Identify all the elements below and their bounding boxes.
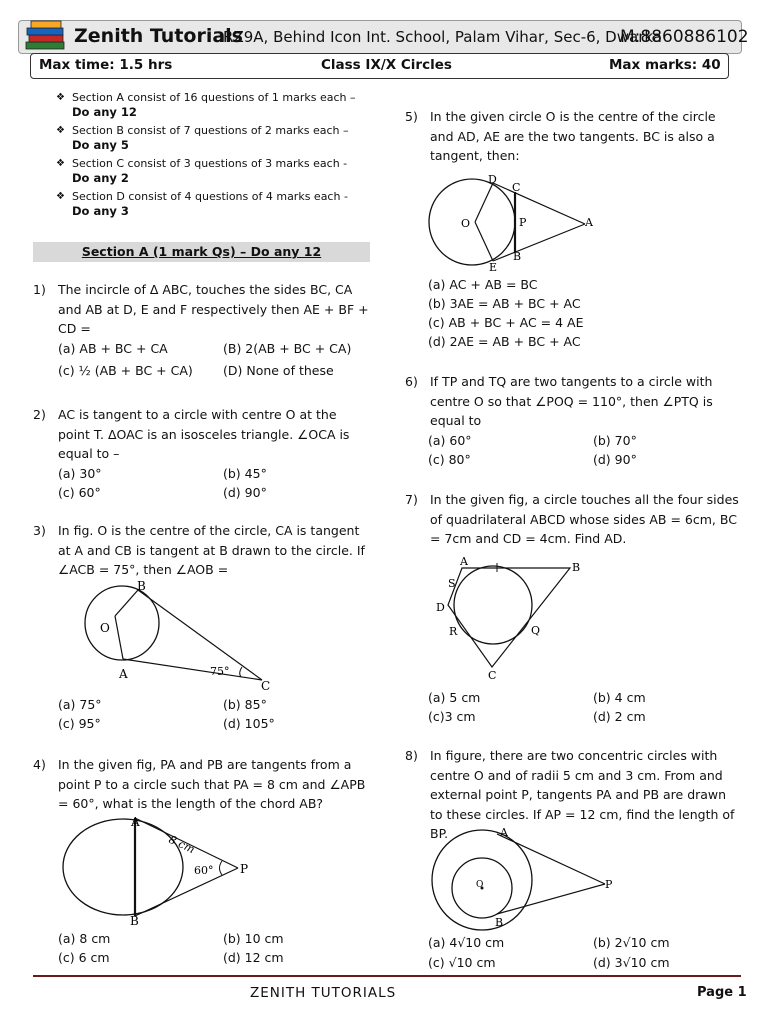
section-a-heading: Section A (1 mark Qs) – Do any 12 xyxy=(33,242,370,262)
option-a[interactable]: (a) AB + BC + CA xyxy=(58,341,168,356)
option-b[interactable]: (b) 10 cm xyxy=(223,931,284,946)
list-item: ❖ Section A consist of 16 questions of 1 marks each – Do any 12 xyxy=(56,91,356,119)
bullet-icon: ❖ xyxy=(56,191,65,202)
page-number: Page 1 xyxy=(697,985,747,1000)
option-a[interactable]: (a) 75° xyxy=(58,697,102,712)
svg-text:B: B xyxy=(130,914,139,927)
option-d[interactable]: (d) 105° xyxy=(223,716,275,731)
instructions-list xyxy=(56,90,376,222)
svg-text:A: A xyxy=(460,555,468,568)
class-topic: Class IX/X Circles xyxy=(321,57,452,73)
svg-text:P: P xyxy=(240,862,249,876)
svg-text:D: D xyxy=(436,601,445,614)
svg-text:R: R xyxy=(449,625,458,638)
option-b[interactable]: (B) 2(AB + BC + CA) xyxy=(223,341,352,356)
option-c[interactable]: (c) AB + BC + AC = 4 AE xyxy=(428,315,584,330)
figure-q7 xyxy=(430,555,590,683)
exam-info-bar xyxy=(30,53,729,79)
svg-text:E: E xyxy=(489,261,498,274)
option-c[interactable]: (c) 95° xyxy=(58,716,101,731)
svg-text:C: C xyxy=(512,181,521,194)
footer-divider xyxy=(33,975,741,977)
figure-q3 xyxy=(60,578,290,693)
option-d[interactable]: (d) 90° xyxy=(593,452,637,467)
bullet-icon: ❖ xyxy=(56,92,65,103)
svg-text:O: O xyxy=(100,621,110,635)
figure-q4 xyxy=(60,812,260,927)
svg-text:A: A xyxy=(119,667,128,681)
list-item: ❖ Section C consist of 3 questions of 3 marks each - Do any 2 xyxy=(56,157,348,185)
option-b[interactable]: (b) 85° xyxy=(223,697,267,712)
svg-text:C: C xyxy=(488,669,497,682)
option-a[interactable]: (a) 30° xyxy=(58,466,102,481)
institute-address: :RZ9A, Behind Icon Int. School, Palam Vihar, Sec-6, Dwarka xyxy=(218,28,662,46)
option-b[interactable]: (b) 70° xyxy=(593,433,637,448)
svg-text:8 cm: 8 cm xyxy=(166,832,197,857)
svg-text:O: O xyxy=(476,880,484,890)
figure-q8 xyxy=(425,826,625,931)
option-a[interactable]: (a) AC + AB = BC xyxy=(428,277,538,292)
max-marks: Max marks: 40 xyxy=(609,57,721,73)
option-d[interactable]: (d) 12 cm xyxy=(223,950,284,965)
svg-text:A: A xyxy=(131,815,140,829)
institute-mobile: M:8860886102 xyxy=(620,27,749,47)
svg-text:B: B xyxy=(572,561,581,574)
option-d[interactable]: (d) 90° xyxy=(223,485,267,500)
svg-text:P: P xyxy=(519,216,527,229)
svg-text:B: B xyxy=(495,916,504,929)
list-item: ❖ Section B consist of 7 questions of 2 marks each – Do any 5 xyxy=(56,124,349,152)
bullet-icon: ❖ xyxy=(56,158,65,169)
svg-text:B: B xyxy=(137,579,146,593)
bullet-icon: ❖ xyxy=(56,125,65,136)
svg-text:A: A xyxy=(585,216,593,229)
svg-text:B: B xyxy=(513,250,522,263)
option-b[interactable]: (b) 3AE = AB + BC + AC xyxy=(428,296,581,311)
svg-text:60°: 60° xyxy=(194,864,214,877)
option-d[interactable]: (D) None of these xyxy=(223,363,334,378)
footer-title: ZENITH TUTORIALS xyxy=(250,985,397,1001)
option-c[interactable]: (c) √10 cm xyxy=(428,955,496,970)
option-b[interactable]: (b) 2√10 cm xyxy=(593,935,670,950)
svg-text:S: S xyxy=(448,577,456,590)
books-logo xyxy=(24,18,68,52)
svg-text:C: C xyxy=(261,679,271,693)
svg-text:A: A xyxy=(500,826,508,839)
option-a[interactable]: (a) 8 cm xyxy=(58,931,111,946)
option-c[interactable]: (c) ½ (AB + BC + CA) xyxy=(58,363,193,378)
option-a[interactable]: (a) 4√10 cm xyxy=(428,935,505,950)
option-c[interactable]: (c) 80° xyxy=(428,452,471,467)
svg-text:Q: Q xyxy=(531,624,541,637)
institute-title: Zenith Tutorials xyxy=(74,25,243,47)
list-item: ❖ Section D consist of 4 questions of 4 marks each - Do any 3 xyxy=(56,190,348,218)
option-c[interactable]: (c) 6 cm xyxy=(58,950,110,965)
svg-text:D: D xyxy=(488,173,497,186)
figure-q5 xyxy=(425,172,600,274)
svg-text:75°: 75° xyxy=(210,665,230,678)
max-time: Max time: 1.5 hrs xyxy=(39,57,173,73)
option-c[interactable]: (c)3 cm xyxy=(428,709,476,724)
svg-text:O: O xyxy=(461,217,471,230)
option-d[interactable]: (d) 3√10 cm xyxy=(593,955,670,970)
option-c[interactable]: (c) 60° xyxy=(58,485,101,500)
svg-text:P: P xyxy=(605,878,613,891)
option-a[interactable]: (a) 60° xyxy=(428,433,472,448)
option-a[interactable]: (a) 5 cm xyxy=(428,690,481,705)
option-d[interactable]: (d) 2 cm xyxy=(593,709,646,724)
option-b[interactable]: (b) 45° xyxy=(223,466,267,481)
option-b[interactable]: (b) 4 cm xyxy=(593,690,646,705)
option-d[interactable]: (d) 2AE = AB + BC + AC xyxy=(428,334,581,349)
